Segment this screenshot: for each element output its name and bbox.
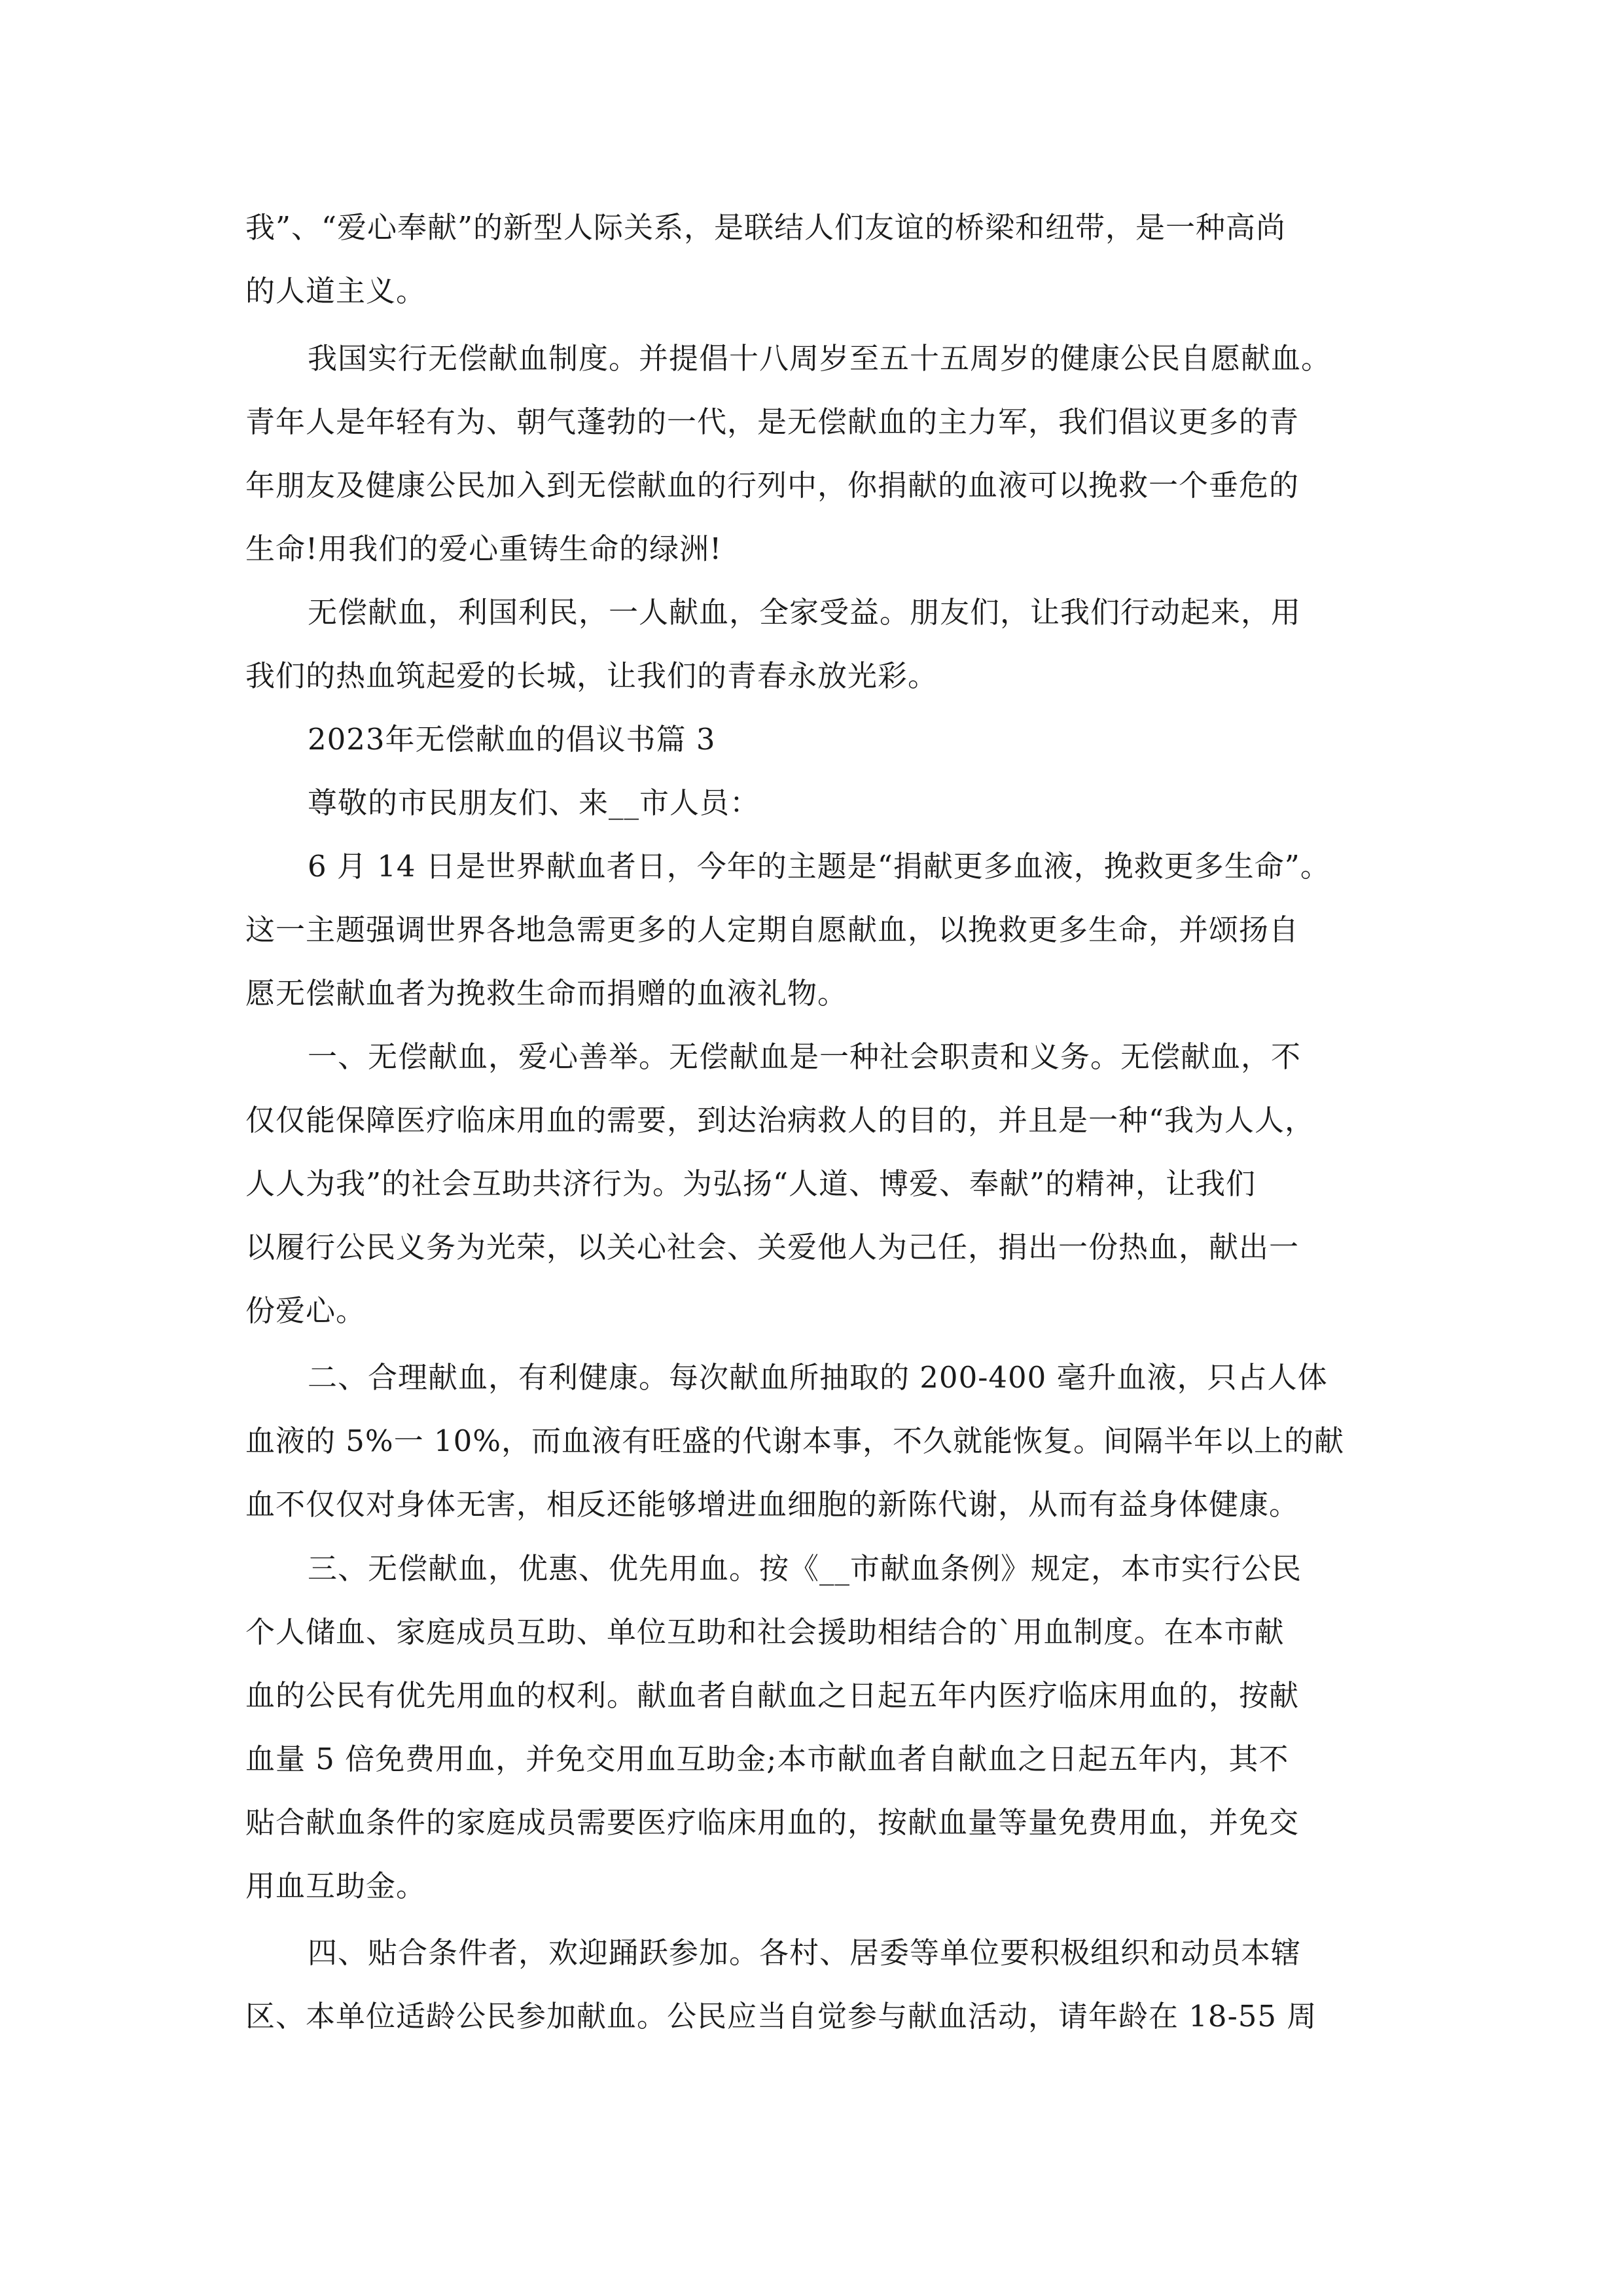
text-line: 一、无偿献血，爱心善举。无偿献血是一种社会职责和义务。无偿献血，不 <box>308 1039 1302 1074</box>
section-heading: 2023年无偿献血的倡议书篇 3 <box>308 722 716 757</box>
text-line: 生命!用我们的爱心重铸生命的绿洲! <box>245 531 722 566</box>
text-line: 人人为我”的社会互助共济行为。为弘扬“人道、博爱、奉献”的精神，让我们 <box>245 1166 1257 1201</box>
salutation: 尊敬的市民朋友们、来__市人员： <box>308 785 760 820</box>
text-line: 无偿献血，利国利民，一人献血，全家受益。朋友们，让我们行动起来，用 <box>308 595 1302 630</box>
text-line: 这一主题强调世界各地急需更多的人定期自愿献血，以挽救更多生命，并颂扬自 <box>245 912 1300 947</box>
text-line: 个人储血、家庭成员互助、单位互助和社会援助相结合的`用血制度。在本市献 <box>245 1615 1285 1649</box>
text-line: 血量 5 倍免费用血，并免交用血互助金;本市献血者自献血之日起五年内，其不 <box>245 1742 1289 1776</box>
text-line: 血不仅仅对身体无害，相反还能够增进血细胞的新陈代谢，从而有益身体健康。 <box>245 1487 1300 1522</box>
text-line: 愿无偿献血者为挽救生命而捐赠的血液礼物。 <box>245 976 848 1011</box>
text-line: 二、合理献血，有利健康。每次献血所抽取的 200-400 毫升血液，只占人体 <box>308 1360 1328 1395</box>
text-line: 份爱心。 <box>245 1293 366 1328</box>
text-line: 血液的 5%一 10%，而血液有旺盛的代谢本事，不久就能恢复。间隔半年以上的献 <box>245 1424 1345 1458</box>
text-line: 年朋友及健康公民加入到无偿献血的行列中，你捐献的血液可以挽救一个垂危的 <box>245 468 1300 503</box>
text-line: 血的公民有优先用血的权利。献血者自献血之日起五年内医疗临床用血的，按献 <box>245 1678 1300 1713</box>
text-line: 仅仅能保障医疗临床用血的需要，到达治病救人的目的，并且是一种“我为人人， <box>245 1103 1315 1138</box>
text-line: 贴合献血条件的家庭成员需要医疗临床用血的，按献血量等量免费用血，并免交 <box>245 1805 1300 1840</box>
text-line: 我”、“爱心奉献”的新型人际关系，是联结人们友谊的桥梁和纽带，是一种高尚 <box>245 210 1287 245</box>
text-line: 区、本单位适龄公民参加献血。公民应当自觉参与献血活动，请年龄在 18-55 周 <box>245 1999 1317 2034</box>
text-line: 三、无偿献血，优惠、优先用血。按《__市献血条例》规定，本市实行公民 <box>308 1551 1302 1586</box>
text-line: 青年人是年轻有为、朝气蓬勃的一代，是无偿献血的主力军，我们倡议更多的青 <box>245 404 1300 439</box>
text-line: 以履行公民义务为光荣，以关心社会、关爱他人为己任，捐出一份热血，献出一 <box>245 1230 1300 1265</box>
text-line: 四、贴合条件者，欢迎踊跃参加。各村、居委等单位要积极组织和动员本辖 <box>308 1935 1302 1970</box>
text-line: 用血互助金。 <box>245 1869 427 1903</box>
text-line: 的人道主义。 <box>245 274 427 308</box>
text-line: 我们的热血筑起爱的长城，让我们的青春永放光彩。 <box>245 658 938 693</box>
text-line: 6 月 14 日是世界献血者日，今年的主题是“捐献更多血液，挽救更多生命”。 <box>308 849 1330 884</box>
text-line: 我国实行无偿献血制度。并提倡十八周岁至五十五周岁的健康公民自愿献血。 <box>308 341 1332 376</box>
